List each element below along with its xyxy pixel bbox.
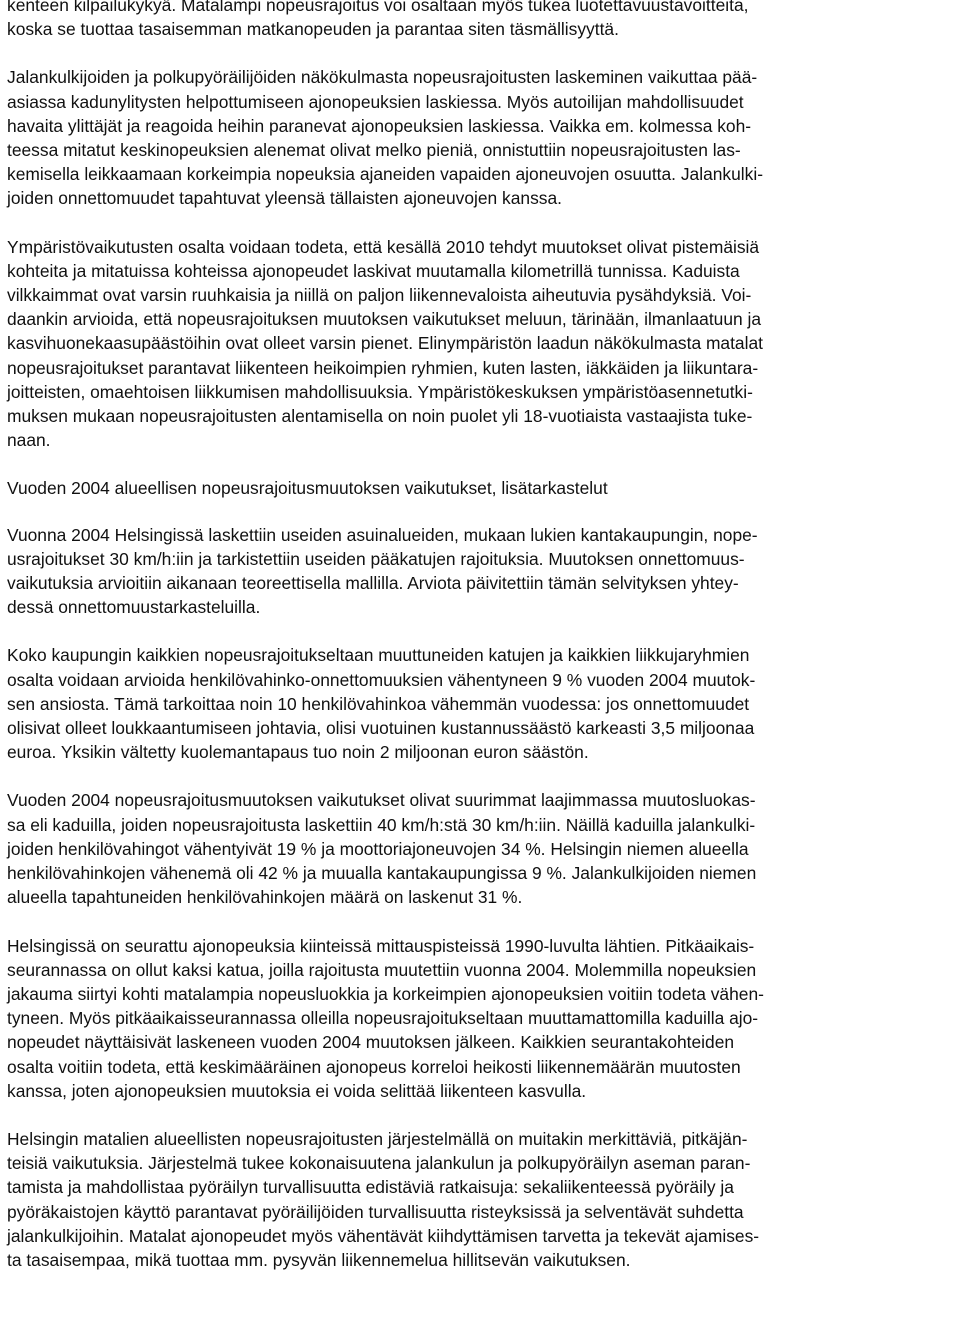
document-page bbox=[7, 0, 957, 1272]
paragraph-city-wide-accidents: Koko kaupungin kaikkien nopeusrajoitukseltaan muuttuneiden katujen ja kaikkien liikkujaryhmien osalta voidaan arvioida henkilövahinko-onnettomuuksien vähentyneen 9 % vuoden 2004 muutok- sen ansiosta. Tämä tarkoittaa noin 10 henkilövahinkoa vähemmän vuodessa: jos onnettomuudet olisivat olleet loukkaantumiseen johtavia, olisi vuotuinen kustannussäästö karkeasti 3,5 miljoonaa euroa. Yksikin vältetty kuolemantapaus tuo noin 2 miljoonan euron säästön. bbox=[7, 645, 756, 763]
paragraph-largest-effects: Vuoden 2004 nopeusrajoitusmuutoksen vaikutukset olivat suurimmat laajimmassa muutosluokas- sa eli kaduilla, joiden nopeusrajoitusta laskettiin 40 km/h:stä 30 km/h:iin. Näillä kaduilla jalankulki- joiden henkilövahingot vähentyivät 19 % ja moottoriajoneuvojen 34 %. Helsingin niemen alueella henkilövahinkojen vähenemä oli 42 % ja muualla kantakaupungissa 9 %. Jalankulkijoiden niemen alueella tapahtuneiden henkilövahinkojen määrä on laskenut 31 %. bbox=[7, 790, 757, 908]
paragraph-intro-continuation: kenteen kilpailukykyä. Matalampi nopeusrajoitus voi osaltaan myös tukea luotettavuustavoitteita, koska se tuottaa tasaisemman matkanopeuden ja parantaa siten täsmällisyyttä. bbox=[7, 0, 749, 40]
section-heading: Vuoden 2004 alueellisen nopeusrajoitusmuutoksen vaikutukset, lisätarkastelut bbox=[7, 478, 608, 499]
paragraph-pedestrians-cyclists: Jalankulkijoiden ja polkupyöräilijöiden näkökulmasta nopeusrajoitusten laskeminen vaikuttaa pää- asiassa kadunylitysten helpottumiseen ajonopeuksien laskiessa. Myös autoilijan mahdollisuudet havaita ylittäjät ja reagoida heihin paranevat ajonopeuksien laskiessa. Vaikka em. kolmessa koh- teessa mitatut keskinopeuksien alenemat olivat melko pieniä, onnistuttiin nopeusrajoitusten las- kemisella leikkaamaan korkeimpia nopeuksia ajaneiden vapaiden ajoneuvojen osuutta. Jalankulki- joiden onnettomuudet tapahtuvat yleensä tällaisten ajoneuvojen kanssa. bbox=[7, 67, 763, 209]
paragraph-long-term-effects: Helsingin matalien alueellisten nopeusrajoitusten järjestelmällä on muitakin merkittäviä, pitkäjän- teisiä vaikutuksia. Järjestelmä tukee kokonaisuutena jalankulun ja polkupyöräilyn aseman paran- tamista ja mahdollistaa pyöräilyn turvallisuutta edistäviä ratkaisuja: sekaliikenteessä pyöräily ja pyöräkaistojen käyttö parantavat pyöräilijöiden turvallisuutta risteyksissä ja selventävät suhdetta jalankulkijoihin. Matalat ajonopeudet myös vähentävät kiihdyttämisen tarvetta ja tekevät ajamises- ta tasaisempaa, mikä tuottaa mm. pysyvän liikennemelua hillitsevän vaikutuksen. bbox=[7, 1128, 760, 1270]
paragraph-speed-monitoring: Helsingissä on seurattu ajonopeuksia kiinteissä mittauspisteissä 1990-luvulta lähtien. Pitkäaikais- seurannassa on ollut kaksi katua, joilla rajoitusta muutettiin vuonna 2004. Molemmilla nopeuksien jakauma siirtyi kohti matalampia nopeusluokkia ja korkeimpien ajonopeuksien voitiin todeta vähen- tyneen. Myös pitkäaikaisseurannassa olleilla nopeusrajoitukseltaan muuttamattomilla kaduilla ajo- nopeudet näyttäisivät laskeneen vuoden 2004 muutoksen jälkeen. Kaikkien seurantakohteiden osalta voitiin todeta, että keskimääräinen ajonopeus korreloi heikosti liikennemäärän muutosten kanssa, joten ajonopeuksien muutoksia ei voida selittää liikenteen kasvulla. bbox=[7, 935, 764, 1101]
paragraph-2004-change: Vuonna 2004 Helsingissä laskettiin useiden asuinalueiden, mukaan lukien kantakaupungin, nope- usrajoitukset 30 km/h:iin ja tarkistettiin useiden pääkatujen rajoituksia. Muutoksen onnettomuus- vaikutuksia arvioitiin aikanaan teoreettisella mallilla. Arviota päivitettiin tämän selvityksen yhtey- dessä onnettomuustarkasteluilla. bbox=[7, 524, 758, 618]
paragraph-environmental-effects: Ympäristövaikutusten osalta voidaan todeta, että kesällä 2010 tehdyt muutokset olivat pistemäisiä kohteita ja mitatuissa kohteissa ajonopeudet laskivat muutamalla kilometrillä tunnissa. Kaduista vilkkaimmat ovat varsin ruuhkaisia ja niillä on paljon liikennevaloista aiheutuvia pysähdyksiä. Voi- daankin arvioida, että nopeusrajoituksen muutoksen vaikutukset meluun, tärinään, ilmanlaatuun ja kasvihuonekaasupäästöihin ovat olleet varsin pienet. Elinympäristön laadun näkökulmasta matalat nopeusrajoitukset parantavat liikenteen heikoimpien ryhmien, kuten lasten, iäkkäiden ja liikuntara- joitteisten, omaehtoisen liikkumisen mahdollisuuksia. Ympäristökeskuksen ympäristöasennetutki- muksen mukaan nopeusrajoitusten alentamisella on noin puolet yli 18-vuotiaista vastaajista tuke- naan. bbox=[7, 236, 763, 451]
